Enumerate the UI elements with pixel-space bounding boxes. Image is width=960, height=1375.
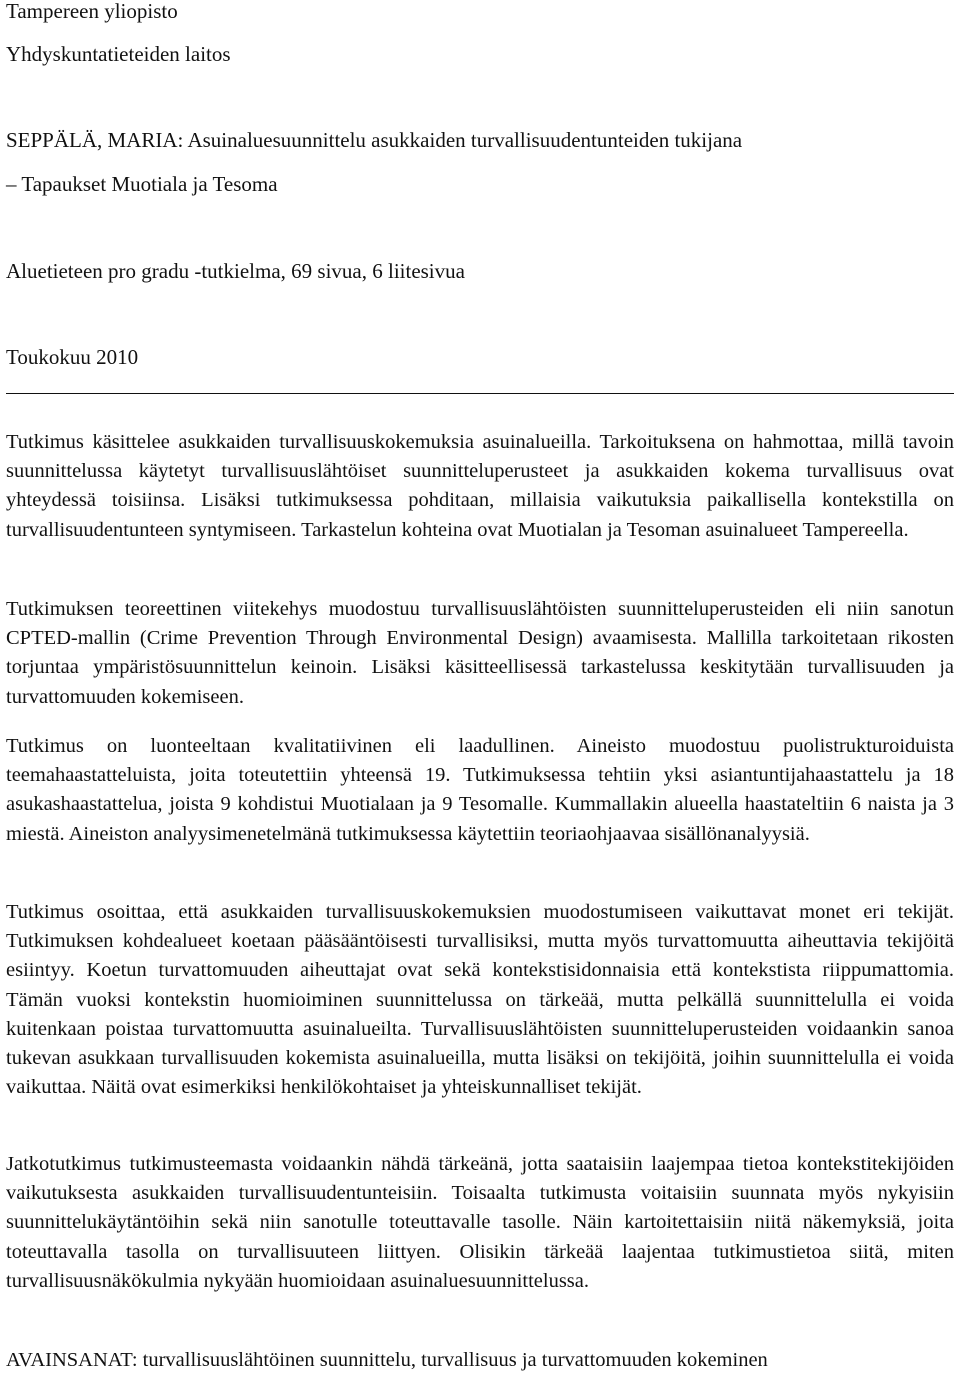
abstract-paragraph-5: Jatkotutkimus tutkimusteemasta voidaankin nähdä tärkeänä, jotta saataisiin laajempaa tietoa kontekstitekijöiden vaikutuksesta asukkaiden turvallisuudentunteisiin. Toisaalta tutkimusta voitaisiin suunnata myös nykyisiin suunnittelukäytäntöihin sekä niin sanotulle toteuttavalle tasolle. Näin kartoitettaisiin niitä näkemyksiä, joita toteuttavalla tasolla on turvallisuuteen liittyen. Olisikin tärkeää laajentaa tutkimustietoa siitä, miten turvallisuusnäkökulmia nykyään huomioidaan asuinaluesuunnittelussa. <box>6 1153 954 1292</box>
header-divider <box>6 393 954 394</box>
thesis-date: Toukokuu 2010 <box>6 345 139 369</box>
author-and-title: SEPPÄLÄ, MARIA: Asuinaluesuunnittelu asukkaiden turvallisuudentunteiden tukijana <box>6 128 743 152</box>
thesis-subtitle: – Tapaukset Muotiala ja Tesoma <box>6 172 278 196</box>
abstract-paragraph-4: Tutkimus osoittaa, että asukkaiden turvallisuuskokemuksien muodostumiseen vaikuttavat monet eri tekijät. Tutkimuksen kohdealueet koetaan pääsääntöisesti turvallisiksi, mutta myös turvattomuutta aiheuttavia tekijöitä esiintyy. Koetun turvattomuuden aiheuttajat ovat sekä kontekstisidonnaisia että kontekstista riippumattomia. Tämän vuoksi kontekstin huomioiminen suunnittelussa on tärkeää, mutta pelkällä suunnittelulla ei voida kuitenkaan poistaa turvattomuutta asuinalueilta. Turvallisuuslähtöisten suunnitteluperusteiden voidaankin sanoa tukevan asukkaan turvallisuuden kokemista asuinalueilla, mutta lisäksi on tekijöitä, joihin suunnittelulla ei voida vaikuttaa. Näitä ovat esimerkiksi henkilökohtaiset ja yhteiskunnalliset tekijät. <box>6 901 954 1099</box>
abstract-paragraph-2: Tutkimuksen teoreettinen viitekehys muodostuu turvallisuuslähtöisten suunnitteluperusteiden eli niin sanotun CPTED-mallin (Crime Prevention Through Environmental Design) avaamisesta. Mallilla tarkoitetaan rikosten torjuntaa ympäristösuunnittelun keinoin. Lisäksi käsitteellisessä tarkastelussa keskitytään turvallisuuden ja turvattomuuden kokemiseen. <box>6 598 954 708</box>
abstract-paragraph-3: Tutkimus on luonteeltaan kvalitatiivinen eli laadullinen. Aineisto muodostuu puolistrukturoiduista teemahaastatteluista, joita toteutettiin yhteensä 19. Tutkimuksessa tehtiin yksi asiantuntijahaastattelu ja 18 asukashaastattelua, joista 9 kohdistui Muotialaan ja 9 Tesomalle. Kummallakin alueella haastateltiin 6 naista ja 3 miestä. Aineiston analyysimenetelmänä tutkimuksessa käytettiin teoriaohjaavaa sisällönanalyysiä. <box>6 735 954 845</box>
keywords-text: : turvallisuuslähtöinen suunnittelu, turvallisuus ja turvattomuuden kokeminen <box>131 1349 768 1371</box>
keywords-label: AVAINSANAT <box>6 1349 132 1371</box>
thesis-info: Aluetieteen pro gradu -tutkielma, 69 sivua, 6 liitesivua <box>6 259 465 283</box>
department-name: Yhdyskuntatieteiden laitos <box>6 42 231 66</box>
university-name: Tampereen yliopisto <box>6 0 178 23</box>
keywords <box>6 1347 768 1373</box>
abstract-paragraph-1: Tutkimus käsittelee asukkaiden turvallisuuskokemuksia asuinalueilla. Tarkoituksena on hahmottaa, millä tavoin suunnittelussa käytetyt turvallisuuslähtöiset suunnitteluperusteet ja asukkaiden kokema turvallisuus ovat yhteydessä toisiinsa. Lisäksi tutkimuksessa pohditaan, millaisia vaikutuksia paikallisella kontekstilla on turvallisuudentunteen syntymiseen. Tarkastelun kohteina ovat Muotialan ja Tesoman asuinalueet Tampereella. <box>6 431 954 541</box>
